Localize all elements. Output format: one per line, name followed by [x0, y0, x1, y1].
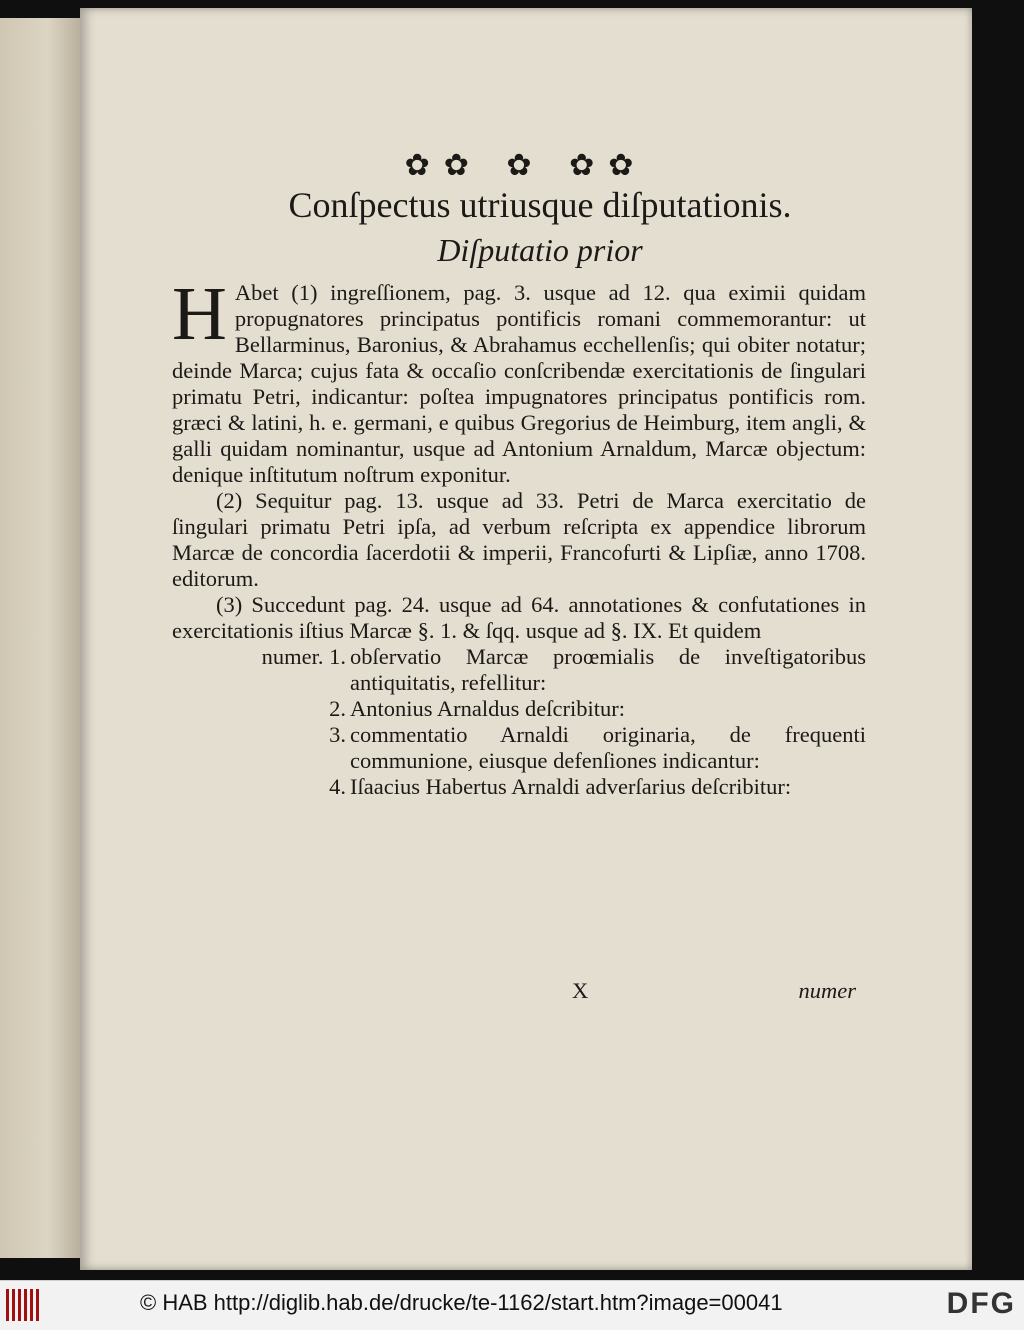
- catchword: numer: [798, 978, 856, 1003]
- previous-page-edge: [0, 18, 80, 1258]
- list-item-text: commentatio Arnaldi originaria, de frequenti communione, eiusque defenſiones indicantur:: [350, 722, 866, 773]
- book-page: [80, 8, 972, 1270]
- hab-logo-icon[interactable]: [6, 1289, 42, 1321]
- list-item-text: Antonius Arnaldus deſcribitur:: [350, 696, 625, 721]
- list-item-number: 3.: [329, 722, 346, 747]
- viewer-footer-bar: [0, 1280, 1024, 1330]
- list-item-number: 4.: [329, 774, 346, 799]
- list-item: [172, 696, 866, 722]
- list-item: [172, 722, 866, 774]
- signature-mark: X: [572, 978, 589, 1003]
- body-text: [172, 272, 866, 800]
- list-item-text: obſervatio Marcæ proœmialis de inveſtigatoribus antiquitatis, refellitur:: [350, 644, 866, 695]
- list-item-number: 2.: [329, 696, 346, 721]
- copyright-url-link[interactable]: © HAB http://diglib.hab.de/drucke/te-1162/start.htm?image=00041: [140, 1290, 783, 1315]
- list-item-number: numer. 1.: [261, 644, 346, 669]
- paragraph-3: (3) Succedunt pag. 24. usque ad 64. annotationes & confutationes in exercitationis iſtius Marcæ §. 1. & ſqq. usque ad §. IX. Et quidem: [172, 592, 866, 643]
- dfg-logo[interactable]: DFG: [946, 1287, 1016, 1320]
- paragraph-1-text: Abet (1) ingreſſionem, pag. 3. usque ad 12. qua eximii quidam propugnatores principatus pontificis romani commemorantur: ut Bellarminus, Baronius, & Abrahamus ecchellenſis; qui obiter notatur; deinde Marca; cujus fata & occaſio conſcribendæ exercitationis de ſingulari primatu Petri, indicantur: poſtea impugnatores principatus pontificis rom. græci & latini, h. e. germani, e quibus Gregorius de Heimburg, item angli, & galli quidam nominantur, usque ad Antonium Arnaldum, Marcæ objectum: denique inſtitutum noſtrum exponitur.: [172, 280, 866, 487]
- list-item: [172, 774, 866, 800]
- ornament-icon: ✿✿ ✿ ✿✿: [404, 148, 648, 183]
- page-title: Conſpectus utriusque diſputationis.: [288, 185, 792, 225]
- paragraph-1: [172, 272, 866, 488]
- page-footer: [172, 978, 866, 1008]
- list-item-text: Iſaacius Habertus Arnaldi adverſarius deſcribitur:: [350, 774, 792, 799]
- numbered-list: [172, 644, 866, 800]
- page-subtitle: Diſputatio prior: [437, 232, 643, 268]
- drop-cap: H: [172, 272, 227, 356]
- paragraph-2: (2) Sequitur pag. 13. usque ad 33. Petri de Marca exercitatio de ſingulari primatu Petri ipſa, ad verbum reſcripta ex appendice librorum Marcæ de concordia ſacerdotii & imperii, Francofurti & Lipſiæ, anno 1708. editorum.: [172, 488, 866, 591]
- list-item: [172, 644, 866, 696]
